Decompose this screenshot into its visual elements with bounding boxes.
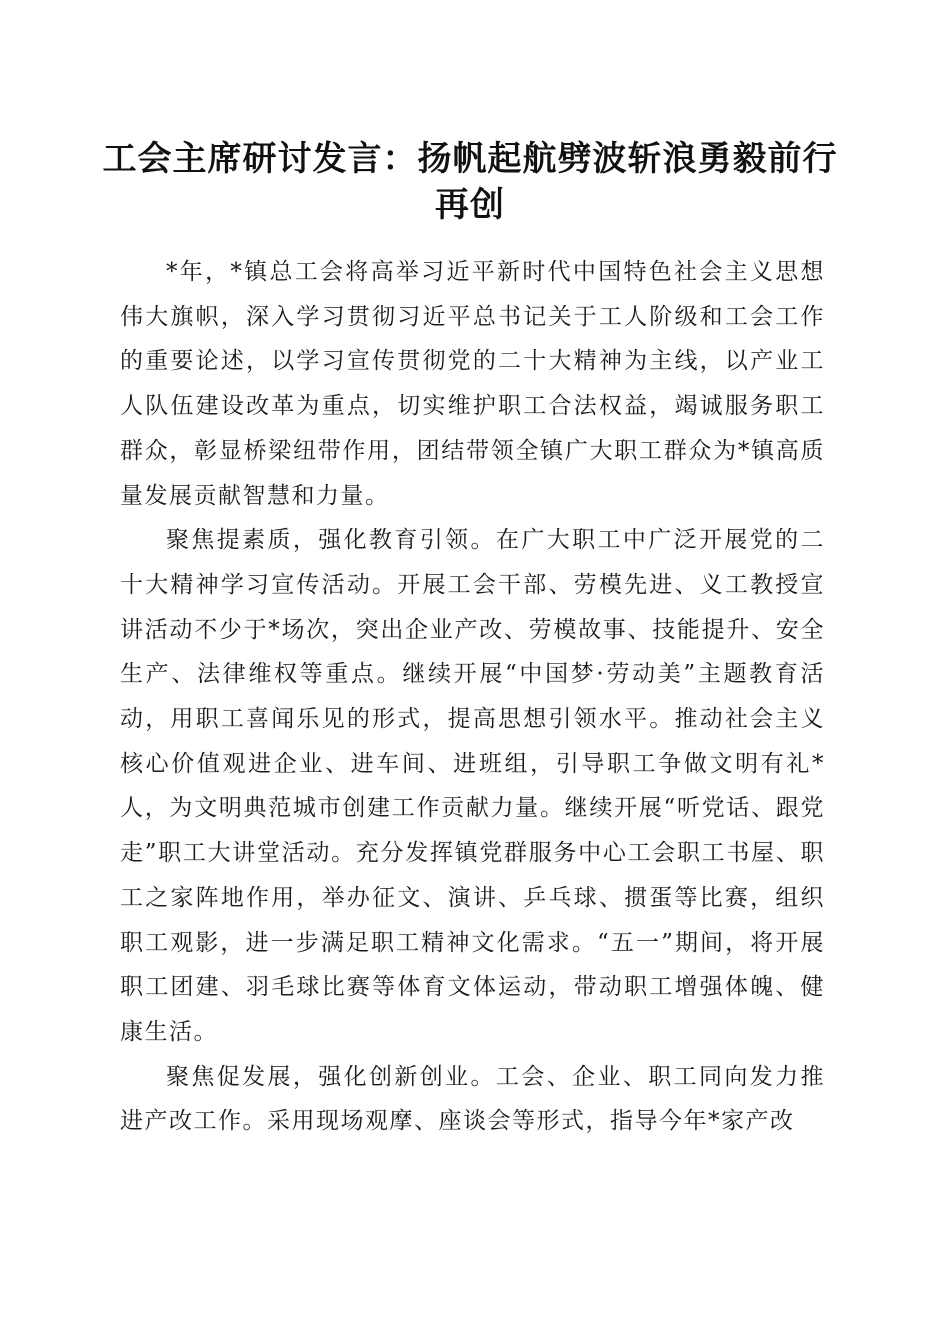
paragraph-intro: *年，*镇总工会将高举习近平新时代中国特色社会主义思想伟大旗帜，深入学习贯彻习近平总书记关于工人阶级和工会工作的重要论述，以学习宣传贯彻党的二十大精神为主线，以产业工人队伍建设改革为重点，切实维护职工合法权益，竭诚服务职工群众，彰显桥梁纽带作用，团结带领全镇广大职工群众为*镇高质量发展贡献智慧和力量。 — [120, 259, 825, 509]
paragraph-innovation: 聚焦促发展，强化创新创业。工会、企业、职工同向发力推进产改工作。采用现场观摩、座谈会等形式，指导今年*家产改 — [120, 1063, 825, 1135]
document-body — [120, 250, 825, 1144]
document-title: 工会主席研讨发言：扬帆起航劈波斩浪勇毅前行再创 — [102, 139, 838, 225]
paragraph-education: 聚焦提素质，强化教育引领。在广大职工中广泛开展党的二十大精神学习宣传活动。开展工会干部、劳模先进、义工教授宣讲活动不少于*场次，突出企业产改、劳模故事、技能提升、安全生产、法律维权等重点。继续开展“中国梦·劳动美”主题教育活动，用职工喜闻乐见的形式，提高思想引领水平。推动社会主义核心价值观进企业、进车间、进班组，引导职工争做文明有礼*人，为文明典范城市创建工作贡献力量。继续开展“听党话、跟党走”职工大讲堂活动。充分发挥镇党群服务中心工会职工书屋、职工之家阵地作用，举办征文、演讲、乒乓球、掼蛋等比赛，组织职工观影，进一步满足职工精神文化需求。“五一”期间，将开展职工团建、羽毛球比赛等体育文体运动，带动职工增强体魄、健康生活。 — [120, 527, 825, 1045]
